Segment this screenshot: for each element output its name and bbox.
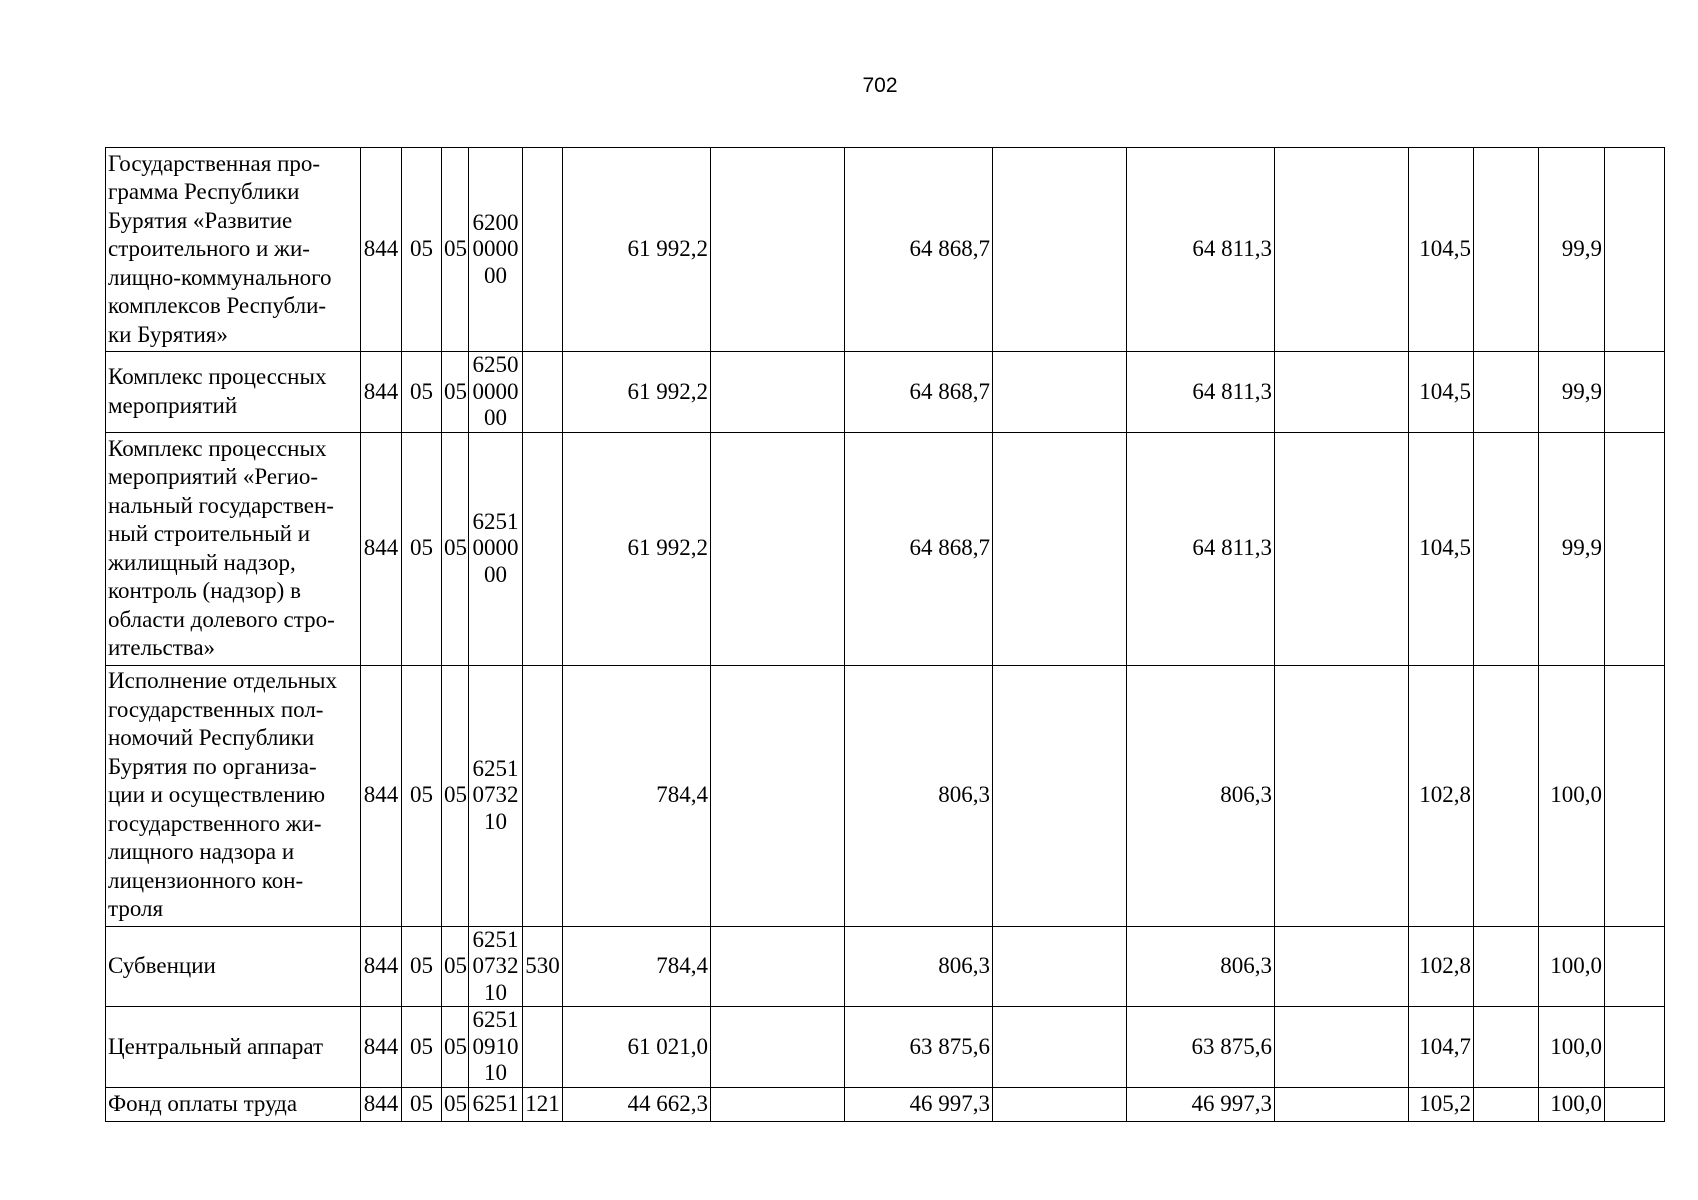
percent-initial-value: 102,8 (1409, 926, 1474, 1007)
percent-initial-value: 104,7 (1409, 1007, 1474, 1088)
executed-value: 64 811,3 (1127, 352, 1275, 433)
empty-cell (1474, 1087, 1539, 1121)
empty-cell (711, 432, 845, 665)
empty-cell (1275, 1087, 1409, 1121)
empty-cell (711, 665, 845, 926)
subsection-code: 05 (442, 1087, 469, 1121)
plan-final-value: 64 868,7 (845, 432, 993, 665)
subsection-code: 05 (442, 148, 469, 352)
table-row (106, 352, 1665, 433)
plan-initial-value: 44 662,3 (563, 1087, 711, 1121)
admin-code: 844 (361, 352, 402, 433)
table-row (106, 1007, 1665, 1088)
percent-final-value: 100,0 (1539, 665, 1605, 926)
plan-final-value: 64 868,7 (845, 352, 993, 433)
plan-initial-value: 784,4 (563, 926, 711, 1007)
empty-cell (1275, 665, 1409, 926)
executed-value: 64 811,3 (1127, 148, 1275, 352)
executed-value: 806,3 (1127, 665, 1275, 926)
percent-initial-value: 105,2 (1409, 1087, 1474, 1121)
row-name: Центральный аппарат (106, 1007, 361, 1088)
admin-code: 844 (361, 1087, 402, 1121)
empty-cell (1474, 1007, 1539, 1088)
empty-cell (1605, 352, 1665, 433)
table-row (106, 148, 1665, 352)
section-code: 05 (402, 1087, 442, 1121)
percent-initial-value: 102,8 (1409, 665, 1474, 926)
empty-cell (711, 926, 845, 1007)
percent-initial-value: 104,5 (1409, 432, 1474, 665)
percent-final-value: 100,0 (1539, 1007, 1605, 1088)
row-name: Государственная про- грамма Республики Бурятия «Развитие строительного и жи- лищно-коммунального комплексов Республи- ки Бурятия» (106, 148, 361, 352)
percent-final-value: 100,0 (1539, 1087, 1605, 1121)
empty-cell (993, 352, 1127, 433)
empty-cell (1605, 432, 1665, 665)
plan-final-value: 806,3 (845, 665, 993, 926)
empty-cell (1275, 148, 1409, 352)
row-name: Исполнение отдельных государственных пол- номочий Республики Бурятия по организа- ции и осуществлению государственного жи- лищного надзора и лицензионного кон- троля (106, 665, 361, 926)
expense-type-code (523, 665, 563, 926)
section-code: 05 (402, 665, 442, 926)
plan-initial-value: 61 021,0 (563, 1007, 711, 1088)
executed-value: 806,3 (1127, 926, 1275, 1007)
admin-code: 844 (361, 926, 402, 1007)
row-name: Комплекс процессных мероприятий «Регио- нальный государствен- ный строительный и жилищный надзор, контроль (надзор) в области долевого стро- ительства» (106, 432, 361, 665)
empty-cell (1605, 665, 1665, 926)
admin-code: 844 (361, 665, 402, 926)
empty-cell (1474, 926, 1539, 1007)
subsection-code: 05 (442, 1007, 469, 1088)
empty-cell (993, 926, 1127, 1007)
row-name: Комплекс процессных мероприятий (106, 352, 361, 433)
target-article-code: 6200 0000 00 (469, 148, 523, 352)
target-article-code: 6250 0000 00 (469, 352, 523, 433)
subsection-code: 05 (442, 432, 469, 665)
table-row (106, 926, 1665, 1007)
empty-cell (1275, 1007, 1409, 1088)
empty-cell (711, 352, 845, 433)
target-article-code: 6251 0732 10 (469, 665, 523, 926)
empty-cell (1474, 148, 1539, 352)
admin-code: 844 (361, 1007, 402, 1088)
target-article-code: 6251 0732 10 (469, 926, 523, 1007)
section-code: 05 (402, 926, 442, 1007)
section-code: 05 (402, 1007, 442, 1088)
section-code: 05 (402, 352, 442, 433)
empty-cell (711, 1007, 845, 1088)
empty-cell (1275, 432, 1409, 665)
empty-cell (711, 1087, 845, 1121)
empty-cell (993, 1087, 1127, 1121)
executed-value: 46 997,3 (1127, 1087, 1275, 1121)
budget-table (105, 147, 1665, 1122)
expense-type-code: 530 (523, 926, 563, 1007)
empty-cell (993, 665, 1127, 926)
section-code: 05 (402, 148, 442, 352)
expense-type-code (523, 148, 563, 352)
empty-cell (1605, 148, 1665, 352)
empty-cell (1275, 352, 1409, 433)
row-name: Фонд оплаты труда (106, 1087, 361, 1121)
empty-cell (1605, 1007, 1665, 1088)
table-row (106, 432, 1665, 665)
empty-cell (1474, 665, 1539, 926)
empty-cell (993, 432, 1127, 665)
expense-type-code (523, 432, 563, 665)
percent-final-value: 100,0 (1539, 926, 1605, 1007)
admin-code: 844 (361, 432, 402, 665)
subsection-code: 05 (442, 352, 469, 433)
expense-type-code (523, 352, 563, 433)
plan-initial-value: 61 992,2 (563, 148, 711, 352)
plan-final-value: 46 997,3 (845, 1087, 993, 1121)
percent-final-value: 99,9 (1539, 352, 1605, 433)
executed-value: 63 875,6 (1127, 1007, 1275, 1088)
plan-initial-value: 784,4 (563, 665, 711, 926)
expense-type-code (523, 1007, 563, 1088)
target-article-code: 6251 0910 10 (469, 1007, 523, 1088)
target-article-code: 6251 0000 00 (469, 432, 523, 665)
plan-final-value: 806,3 (845, 926, 993, 1007)
empty-cell (1605, 926, 1665, 1007)
table-row (106, 1087, 1665, 1121)
empty-cell (1605, 1087, 1665, 1121)
percent-final-value: 99,9 (1539, 432, 1605, 665)
percent-final-value: 99,9 (1539, 148, 1605, 352)
empty-cell (711, 148, 845, 352)
target-article-code: 6251 (469, 1087, 523, 1121)
empty-cell (1275, 926, 1409, 1007)
empty-cell (1474, 432, 1539, 665)
empty-cell (993, 1007, 1127, 1088)
plan-final-value: 64 868,7 (845, 148, 993, 352)
admin-code: 844 (361, 148, 402, 352)
page-number: 702 (862, 74, 898, 97)
empty-cell (993, 148, 1127, 352)
plan-initial-value: 61 992,2 (563, 352, 711, 433)
plan-initial-value: 61 992,2 (563, 432, 711, 665)
plan-final-value: 63 875,6 (845, 1007, 993, 1088)
expense-type-code: 121 (523, 1087, 563, 1121)
subsection-code: 05 (442, 926, 469, 1007)
executed-value: 64 811,3 (1127, 432, 1275, 665)
row-name: Субвенции (106, 926, 361, 1007)
percent-initial-value: 104,5 (1409, 148, 1474, 352)
subsection-code: 05 (442, 665, 469, 926)
section-code: 05 (402, 432, 442, 665)
empty-cell (1474, 352, 1539, 433)
table-row (106, 665, 1665, 926)
percent-initial-value: 104,5 (1409, 352, 1474, 433)
